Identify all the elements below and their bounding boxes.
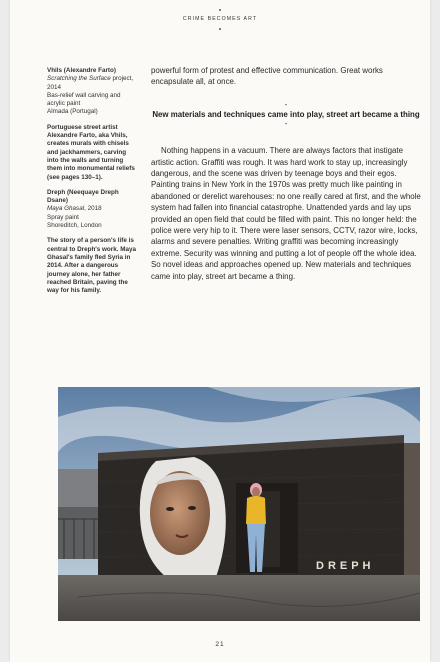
mural-photo	[58, 387, 420, 621]
caption-work-suffix: project, 2014	[47, 75, 134, 91]
body-paragraph: Nothing happens in a vacuum. There are always factors that instigate artistic action. Graffiti was rough. It was hard work to stay up, increasingly dangerous, and the scene was driven by teenage boys and their egos. Painting trains in New York in the 1970s was pretty much like painting in abandoned or derelict warehouses: no one really cared at first, and the whole system had fallen into financial catastrophe. Unattended yards and lay ups provided an open field that could be filled with paint. This no longer held: the police were very hip to it. There were laser sensors, CCTV, razor wire, locks, alarms and severe penalties. Writing graffiti was becoming increasingly extreme. Security was winning and putting a lot of people off the whole idea. So novel ideas and approaches opened up. New materials and techniques came into play, street art became a thing.	[151, 146, 421, 281]
separator-bottom: -	[284, 119, 288, 129]
main-column	[151, 65, 421, 282]
separator-top: -	[284, 99, 288, 109]
book-page	[10, 0, 430, 662]
caption-medium: Bas-relief wall carving and acrylic paint	[47, 91, 121, 108]
note-vhils: Portuguese street artist Alexandre Farto, aka Vhils, creates murals with chisels and jackhammers, carving into the walls and turning them into monumental reliefs (see pages 130–1).	[47, 123, 135, 181]
caption-place: Shoreditch, London	[47, 222, 102, 230]
subheading: New materials and techniques came into play, street art became a thing	[152, 109, 420, 119]
sidebar-captions	[47, 67, 137, 302]
caption-work: Scratching the Surface	[47, 75, 111, 83]
lead-paragraph: powerful form of protest and effective communication. Great works encapsulate all, at once.	[151, 66, 383, 87]
caption-dreph	[47, 189, 137, 230]
caption-vhils	[47, 67, 137, 117]
caption-title: Vhils (Alexandre Farto)	[47, 67, 116, 74]
page-number: 21	[215, 641, 225, 648]
running-header: CRIME BECOMES ART	[182, 16, 258, 22]
caption-work: Maya Ghasal	[47, 205, 85, 213]
caption-title: Dreph (Neequaye Dreph Dsane)	[47, 188, 119, 205]
caption-place: Almada (Portugal)	[47, 108, 98, 116]
header-ornament-bottom	[219, 28, 221, 30]
wall-signature: DREPH	[316, 560, 375, 572]
caption-work-suffix: , 2018	[84, 205, 102, 213]
note-dreph: The story of a person's life is central to Dreph's work. Maya Ghasal's family fled Syria in 2014. After a dangerous journey alone, her father reached Britain, paving the way for his family.	[47, 237, 136, 295]
mural-photo-illustration	[58, 387, 420, 621]
header-ornament-top	[219, 9, 221, 11]
caption-medium: Spray paint	[47, 213, 79, 221]
